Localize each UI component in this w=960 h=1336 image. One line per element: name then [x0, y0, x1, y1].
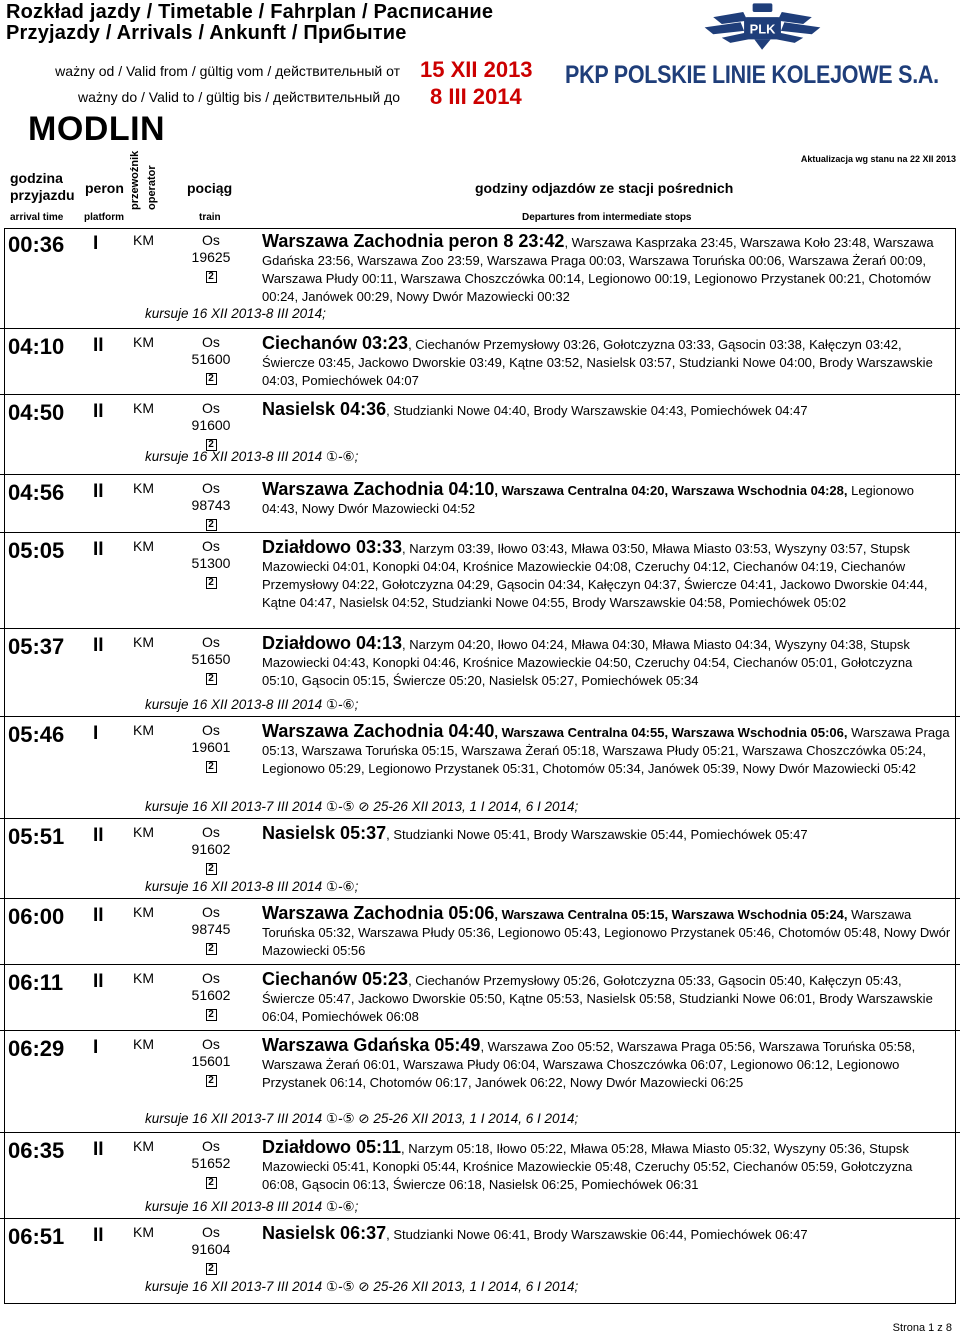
platform: II — [93, 971, 104, 992]
train-info — [188, 232, 234, 283]
train-category: Os — [202, 334, 220, 350]
origin-station: Nasielsk 05:37 — [262, 823, 387, 843]
class-2-icon: 2 — [206, 373, 217, 385]
train-info — [188, 334, 234, 385]
class-wrap — [188, 368, 234, 385]
class-2-icon: 2 — [206, 577, 217, 589]
other-stops: , Ciechanów Przemysłowy 03:26, Gołotczyzna 03:33, Gąsocin 03:38, Kałęczyn 03:42, Świercze 03:45, Jackowo Dworskie 03:49, Kątne 03:52, Nasielsk 03:57, Studzianki Nowe 04:00, Brody Warszawskie 04:03, Pomiechówek 04:07 — [262, 337, 933, 388]
row-divider — [0, 716, 960, 717]
intermediate-stops — [262, 824, 952, 844]
row-divider — [0, 1218, 960, 1219]
class-2-icon: 2 — [206, 1009, 217, 1021]
platform: II — [93, 481, 104, 502]
intermediate-stops — [262, 334, 952, 390]
intermediate-stops — [262, 634, 952, 690]
row-divider — [0, 394, 960, 395]
class-wrap — [188, 1258, 234, 1275]
class-2-icon: 2 — [206, 943, 217, 955]
train-number: 91602 — [191, 841, 231, 857]
other-stops: , Narzym 03:39, Iłowo 03:43, Mława 03:50, Mława Miasto 03:53, Wyszyny 03:57, Stupsk Mazowiecki 04:01, Konopki 04:04, Krośnice Mazowieckie 04:08, Czeruchy 04:12, Ciechanów 04:19, Ciechanów Przemysłowy 04:22, Gołotczyzna 04:29, Gąsocin 04:34, Kałęczyn 04:37, Świercze 04:41, Jackowo Dworskie 04:44, Kątne 04:47, Nasielsk 04:52, Studzianki Nowe 04:55, Brody Warszawskie 04:58, Pomiechówek 05:02 — [262, 541, 928, 610]
platform: I — [93, 723, 99, 744]
platform: II — [93, 905, 104, 926]
other-stops: , Ciechanów Przemysłowy 05:26, Gołotczyzna 05:33, Gąsocin 05:40, Kałęczyn 05:43, Świercze 05:47, Jackowo Dworskie 05:50, Kątne 05:53, Nasielsk 05:58, Studzianki Nowe 06:01, Brody Warszawskie 06:04, Pomiechówek 06:08 — [262, 973, 933, 1024]
origin-station: Działdowo 03:33 — [262, 537, 403, 557]
arrival-time: 05:51 — [8, 824, 65, 849]
arrival-time: 04:50 — [8, 400, 65, 425]
origin-station: Nasielsk 06:37 — [262, 1223, 387, 1243]
train-category: Os — [202, 1138, 220, 1154]
platform: II — [93, 1225, 104, 1246]
class-2-icon: 2 — [206, 1263, 217, 1275]
running-days-note: kursuje 16 XII 2013-8 III 2014 ①-⑥; — [145, 697, 359, 712]
logo-text: PLK — [749, 21, 776, 37]
train-category: Os — [202, 480, 220, 496]
origin-station: Ciechanów 05:23 — [262, 969, 409, 989]
origin-station: Warszawa Gdańska 05:49 — [262, 1035, 481, 1055]
other-stops: Legionowo 04:43, Nowy Dwór Mazowiecki 04:52 — [262, 483, 914, 516]
train-number: 98745 — [191, 921, 231, 937]
class-wrap — [188, 858, 234, 875]
train-info — [188, 634, 234, 685]
intermediate-stops — [262, 400, 952, 420]
train-number: 91600 — [191, 417, 231, 433]
col-carrier-header: przewoźnik — [129, 150, 141, 210]
platform: I — [93, 233, 99, 254]
other-stops: Warszawa Toruńska 05:32, Warszawa Płudy 05:36, Legionowo 05:43, Legionowo Przystanek 05:46, Chotomów 05:48, Nowy Dwór Mazowiecki 05:56 — [262, 907, 951, 958]
train-info — [188, 538, 234, 589]
class-2-icon: 2 — [206, 863, 217, 875]
other-stops: , Narzym 05:18, Iłowo 05:22, Mława 05:28, Mława Miasto 05:32, Wyszyny 05:36, Stupsk Mazowiecki 05:41, Konopki 05:44, Krośnice Mazowieckie 05:48, Czeruchy 05:52, Ciechanów 05:59, Gołotczyzna 06:08, Gąsocin 06:13, Świercze 06:18, Nasielsk 06:25, Pomiechówek 06:31 — [262, 1141, 913, 1192]
origin-station: Warszawa Zachodnia 05:06 — [262, 903, 495, 923]
platform: II — [93, 825, 104, 846]
train-info — [188, 970, 234, 1021]
col-time-subheader: arrival time — [10, 212, 64, 223]
class-2-icon: 2 — [206, 761, 217, 773]
platform: II — [93, 401, 104, 422]
operator: KM — [133, 722, 154, 738]
running-days-note: kursuje 16 XII 2013-8 III 2014 ①-⑥; — [145, 879, 359, 894]
train-info — [188, 480, 234, 531]
intermediate-stops — [262, 232, 952, 306]
col-train-subheader: train — [199, 212, 221, 223]
train-number: 51650 — [191, 651, 231, 667]
intermediate-stops — [262, 480, 952, 518]
company-name: PKP POLSKIE LINIE KOLEJOWE S.A. — [565, 61, 939, 89]
other-stops: , Narzym 04:20, Iłowo 04:24, Mława 04:30, Mława Miasto 04:34, Wyszyny 04:38, Stupsk Mazowiecki 04:43, Konopki 04:46, Krośnice Mazowieckie 04:50, Czeruchy 04:54, Ciechanów 05:01, Gołotczyzna 05:10, Gąsocin 05:15, Świercze 05:20, Nasielsk 05:27, Pomiechówek 05:34 — [262, 637, 913, 688]
arrival-time: 06:51 — [8, 1224, 65, 1249]
origin-station: Warszawa Zachodnia 04:10 — [262, 479, 495, 499]
train-number: 15601 — [191, 1053, 231, 1069]
operator: KM — [133, 904, 154, 920]
operator: KM — [133, 1036, 154, 1052]
row-divider — [0, 628, 960, 629]
update-note: Aktualizacja wg stanu na 22 XII 2013 — [800, 154, 956, 164]
intermediate-stops — [262, 1224, 952, 1244]
intermediate-stops — [262, 970, 952, 1026]
platform: II — [93, 335, 104, 356]
row-divider — [0, 328, 960, 329]
page-number: Strona 1 z 8 — [892, 1322, 952, 1334]
arrival-time: 06:11 — [8, 970, 64, 995]
class-wrap — [188, 266, 234, 283]
class-wrap — [188, 1070, 234, 1087]
row-divider — [0, 898, 960, 899]
class-2-icon: 2 — [206, 1075, 217, 1087]
class-wrap — [188, 938, 234, 955]
arrival-time: 05:46 — [8, 722, 65, 747]
class-wrap — [188, 1004, 234, 1021]
train-info — [188, 904, 234, 955]
intermediate-stops — [262, 904, 952, 960]
train-number: 19601 — [191, 739, 231, 755]
train-info — [188, 1138, 234, 1189]
class-wrap — [188, 756, 234, 773]
train-category: Os — [202, 722, 220, 738]
platform: II — [93, 539, 104, 560]
intermediate-stops — [262, 722, 952, 778]
valid-from-label: ważny od / Valid from / gültig vom / действительный от — [55, 63, 400, 79]
intermediate-stops — [262, 538, 952, 612]
valid-to-date: 8 III 2014 — [430, 84, 522, 109]
train-number: 51602 — [191, 987, 231, 1003]
main-stops: , Warszawa Centralna 04:55, Warszawa Wschodnia 05:06, — [494, 725, 848, 740]
col-stops-subheader: Departures from intermediate stops — [522, 212, 692, 223]
row-divider — [0, 532, 960, 533]
running-days-note: kursuje 16 XII 2013-8 III 2014 ①-⑥; — [145, 1199, 359, 1214]
platform: I — [93, 1037, 99, 1058]
train-info — [188, 722, 234, 773]
running-days-note: kursuje 16 XII 2013-7 III 2014 ①-⑤ ⊘ 25-26 XII 2013, 1 I 2014, 6 I 2014; — [145, 799, 579, 814]
arrival-time: 04:10 — [8, 334, 65, 359]
page-subtitle: Przyjazdy / Arrivals / Ankunft / Прибытие — [6, 22, 407, 44]
operator: KM — [133, 538, 154, 554]
class-2-icon: 2 — [206, 439, 217, 451]
class-wrap — [188, 572, 234, 589]
train-category: Os — [202, 400, 220, 416]
col-train-header: pociąg — [187, 180, 233, 196]
arrival-time: 04:56 — [8, 480, 65, 505]
intermediate-stops — [262, 1138, 952, 1194]
running-days-note: kursuje 16 XII 2013-7 III 2014 ①-⑤ ⊘ 25-26 XII 2013, 1 I 2014, 6 I 2014; — [145, 1279, 579, 1294]
train-category: Os — [202, 538, 220, 554]
running-days-note: kursuje 16 XII 2013-8 III 2014 ①-⑥; — [145, 449, 359, 464]
operator: KM — [133, 824, 154, 840]
origin-station: Nasielsk 04:36 — [262, 399, 387, 419]
other-stops: , Studzianki Nowe 04:40, Brody Warszawskie 04:43, Pomiechówek 04:47 — [386, 403, 808, 418]
running-days-note: kursuje 16 XII 2013-7 III 2014 ①-⑤ ⊘ 25-26 XII 2013, 1 I 2014, 6 I 2014; — [145, 1111, 579, 1126]
operator: KM — [133, 1138, 154, 1154]
col-operator-header: operator — [146, 165, 158, 210]
operator: KM — [133, 480, 154, 496]
train-info — [188, 824, 234, 875]
train-category: Os — [202, 1224, 220, 1240]
train-category: Os — [202, 1036, 220, 1052]
row-divider — [0, 474, 960, 475]
class-2-icon: 2 — [206, 1177, 217, 1189]
arrival-time: 06:00 — [8, 904, 65, 929]
class-2-icon: 2 — [206, 271, 217, 283]
row-divider — [0, 818, 960, 819]
page-title: Rozkład jazdy / Timetable / Fahrplan / Расписание — [6, 1, 494, 23]
station-name: MODLIN — [28, 110, 166, 148]
class-wrap — [188, 514, 234, 531]
other-stops: Warszawa Praga 05:13, Warszawa Toruńska 05:15, Warszawa Żerań 05:18, Warszawa Płudy 05:21, Warszawa Choszczówka 05:24, Legionowo 05:29, Legionowo Przystanek 05:31, Chotomów 05:34, Janówek 05:39, Nowy Dwór Mazowiecki 05:42 — [262, 725, 950, 776]
class-2-icon: 2 — [206, 673, 217, 685]
other-stops: , Studzianki Nowe 05:41, Brody Warszawskie 05:44, Pomiechówek 05:47 — [386, 827, 808, 842]
other-stops: , Warszawa Kasprzaka 23:45, Warszawa Koło 23:48, Warszawa Gdańska 23:56, Warszawa Zoo 23:59, Warszawa Praga 00:03, Warszawa Toruńska 00:06, Warszawa Żerań 00:09, Warszawa Płudy 00:11, Warszawa Choszczówka 00:14, Legionowo 00:19, Legionowo Przystanek 00:21, Chotomów 00:24, Janówek 00:29, Nowy Dwór Mazowiecki 00:32 — [262, 235, 934, 304]
class-wrap — [188, 1172, 234, 1189]
class-wrap — [188, 668, 234, 685]
train-info — [188, 1036, 234, 1087]
platform: II — [93, 1139, 104, 1160]
col-stops-header: godziny odjazdów ze stacji pośrednich — [475, 180, 734, 196]
operator: KM — [133, 970, 154, 986]
train-number: 98743 — [191, 497, 231, 513]
row-divider — [0, 1030, 960, 1031]
plk-logo-icon — [565, 0, 960, 60]
main-stops: , Warszawa Centralna 04:20, Warszawa Wschodnia 04:28, — [494, 483, 848, 498]
running-days-note: kursuje 16 XII 2013-8 III 2014; — [145, 306, 326, 321]
train-category: Os — [202, 970, 220, 986]
train-category: Os — [202, 824, 220, 840]
col-time-header: godzina przyjazdu — [10, 170, 75, 203]
arrival-time: 05:37 — [8, 634, 65, 659]
valid-from-date: 15 XII 2013 — [420, 57, 533, 82]
train-number: 51600 — [191, 351, 231, 367]
train-category: Os — [202, 232, 220, 248]
col-platform-header: peron — [85, 180, 124, 196]
operator: KM — [133, 334, 154, 350]
operator: KM — [133, 634, 154, 650]
train-number: 19625 — [191, 249, 231, 265]
origin-station: Warszawa Zachodnia peron 8 23:42 — [262, 231, 565, 251]
origin-station: Działdowo 04:13 — [262, 633, 403, 653]
train-category: Os — [202, 634, 220, 650]
other-stops: , Studzianki Nowe 06:41, Brody Warszawskie 06:44, Pomiechówek 06:47 — [386, 1227, 808, 1242]
operator: KM — [133, 232, 154, 248]
train-number: 51652 — [191, 1155, 231, 1171]
col-platform-subheader: platform — [84, 212, 124, 223]
row-divider — [0, 1132, 960, 1133]
platform: II — [93, 635, 104, 656]
origin-station: Warszawa Zachodnia 04:40 — [262, 721, 495, 741]
row-divider — [0, 964, 960, 965]
train-number: 91604 — [191, 1241, 231, 1257]
valid-to-label: ważny do / Valid to / gültig bis / действительный до — [77, 89, 400, 105]
arrival-time: 06:35 — [8, 1138, 65, 1163]
main-stops: , Warszawa Centralna 05:15, Warszawa Wschodnia 05:24, — [494, 907, 848, 922]
other-stops: , Warszawa Zoo 05:52, Warszawa Praga 05:56, Warszawa Toruńska 05:58, Warszawa Żerań 06:01, Warszawa Płudy 06:04, Warszawa Choszczówka 06:07, Legionowo 06:12, Legionowo Przystanek 06:14, Chotomów 06:17, Janówek 06:22, Nowy Dwór Mazowiecki 06:25 — [262, 1039, 916, 1090]
origin-station: Działdowo 05:11 — [262, 1137, 402, 1157]
train-info — [188, 1224, 234, 1275]
origin-station: Ciechanów 03:23 — [262, 333, 409, 353]
arrival-time: 06:29 — [8, 1036, 65, 1061]
train-info — [188, 400, 234, 451]
arrival-time: 00:36 — [8, 232, 65, 257]
train-category: Os — [202, 904, 220, 920]
operator: KM — [133, 400, 154, 416]
train-number: 51300 — [191, 555, 231, 571]
operator: KM — [133, 1224, 154, 1240]
intermediate-stops — [262, 1036, 952, 1092]
arrival-time: 05:05 — [8, 538, 65, 563]
class-2-icon: 2 — [206, 519, 217, 531]
